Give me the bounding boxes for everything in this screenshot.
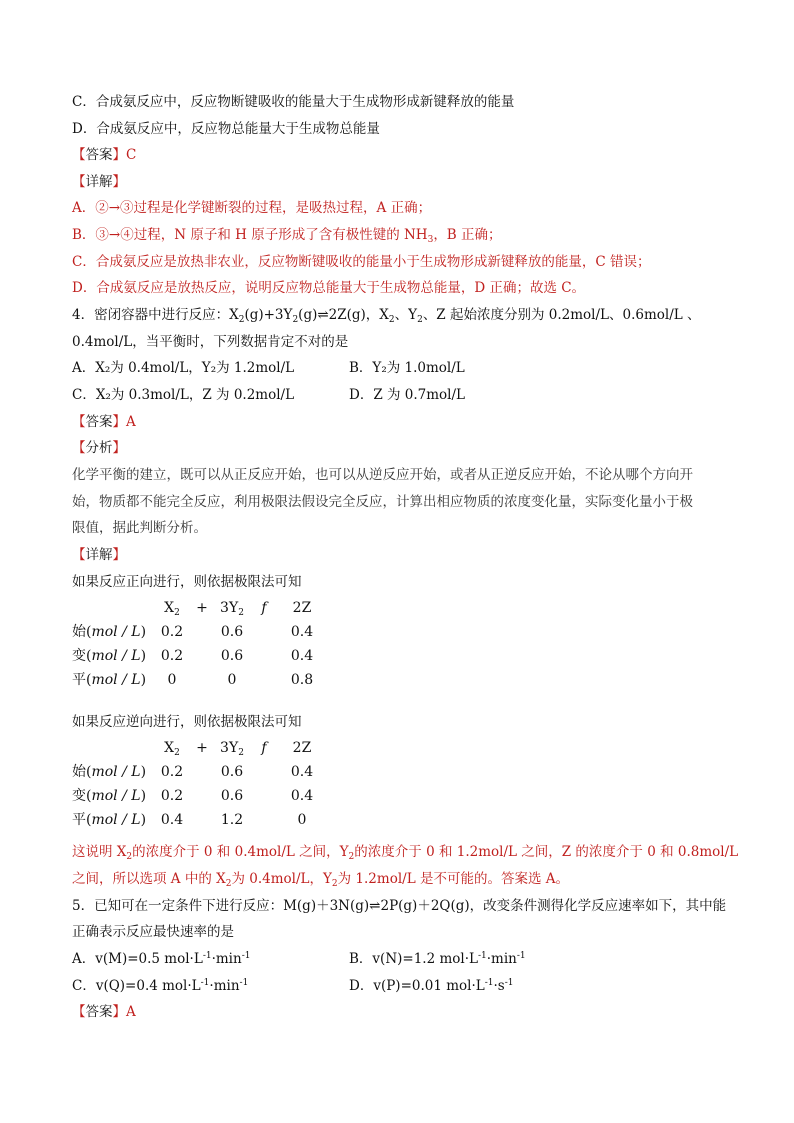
q4-analysis-heading: 【分析】 bbox=[72, 440, 126, 456]
q4-analysis-line3: 限值，据此判断分析。 bbox=[72, 520, 207, 536]
q4-conclusion-line2: 之间，所以选项 A 中的 $X_2$为 0.4mol/L，$Y_2$为 1.2mol/L 是不可能的。答案选 A。 bbox=[72, 871, 569, 889]
answer-bracket-close: 】 bbox=[112, 147, 126, 163]
q3-detail-c: C．合成氨反应是放热非农业，反应物断键吸收的能量小于生成物形成新键释放的能量，C 错误； bbox=[72, 254, 651, 270]
forward-intro: 如果反应正向进行，则依据极限法可知 bbox=[72, 574, 302, 590]
q3-option-c: C．合成氨反应中，反应物断键吸收的能量大于生成物形成新键释放的能量 bbox=[72, 94, 515, 110]
q5-option-b: B．v(N)=1.2 $mol\cdot L^{-1}\cdot\min^{-1}$ bbox=[349, 951, 526, 967]
q3-answer bbox=[72, 145, 136, 165]
q4-analysis-line2: 始，物质都不能完全反应，利用极限法假设完全反应，计算出相应物质的浓度变化量，实际变化量小于极 bbox=[72, 494, 693, 510]
q4-option-a: A．X₂为 0.4mol/L，Y₂为 1.2mol/L bbox=[72, 360, 295, 376]
q4-answer: 【答案】A bbox=[72, 414, 136, 430]
detail-label: 详解 bbox=[85, 174, 113, 190]
q4-option-d: D．Z 为 0.7mol/L bbox=[349, 387, 466, 403]
q4-option-b: B．Y₂为 1.0mol/L bbox=[349, 360, 465, 376]
q5-stem-line1: 5．已知可在一定条件下进行反应：M(g)＋3N(g)⇌2P(g)＋2Q(g)，改变条件测得化学反应速率如下，其中能 bbox=[72, 898, 727, 914]
q5-option-d: D．v(P)=0.01 $mol\cdot L^{-1}\cdot s^{-1}$ bbox=[349, 978, 514, 994]
answer-label: 答案 bbox=[85, 147, 113, 163]
reverse-intro: 如果反应逆向进行，则依据极限法可知 bbox=[72, 714, 302, 730]
answer-bracket-open: 【 bbox=[72, 147, 86, 163]
q3-detail-a: A．②→③过程是化学键断裂的过程，是吸热过程，A 正确； bbox=[72, 200, 432, 216]
answer-value: C bbox=[126, 147, 137, 163]
q4-stem-line2: 0.4mol/L，当平衡时，下列数据肯定不对的是 bbox=[72, 334, 349, 350]
q3-detail-heading: 【详解】 bbox=[72, 174, 126, 190]
q4-detail-heading: 【详解】 bbox=[72, 547, 126, 563]
q3-detail-d: D．合成氨反应是放热反应，说明反应物总能量大于生成物总能量，D 正确；故选 C。 bbox=[72, 280, 586, 296]
q4-option-c: C．X₂为 0.3mol/L，Z 为 0.2mol/L bbox=[72, 387, 295, 403]
q5-option-c: C．v(Q)=0.4 $mol\cdot L^{-1}\cdot\min^{-1}$ bbox=[72, 978, 249, 994]
q5-stem-line2: 正确表示反应最快速率的是 bbox=[72, 924, 234, 940]
q3-option-d: D．合成氨反应中，反应物总能量大于生成物总能量 bbox=[72, 121, 380, 137]
q5-option-a: A．v(M)=0.5 $mol\cdot L^{-1}\cdot\min^{-1}$ bbox=[72, 951, 251, 967]
q4-stem-line1: 4．密闭容器中进行反应：$X_2(g)+3Y_2(g)\rightleftharpoons 2Z(g)$，$X_2$、$Y_2$、Z 起始浓度分别为 0.2mol/L、0.6mol/L 、 bbox=[72, 307, 701, 325]
q4-analysis-line1: 化学平衡的建立，既可以从正反应开始，也可以从逆反应开始，或者从正逆反应开始，不论从哪个方向开 bbox=[72, 467, 693, 483]
q3-detail-b: B．③→④过程，N 原子和 H 原子形成了含有极性键的 $NH_3$，B 正确； bbox=[72, 227, 502, 245]
q4-conclusion-line1: 这说明 $X_2$的浓度介于 0 和 0.4mol/L 之间，$Y_2$的浓度介于 0 和 1.2mol/L 之间，Z 的浓度介于 0 和 0.8mol/L bbox=[72, 844, 739, 862]
q5-answer: 【答案】A bbox=[72, 1004, 136, 1020]
